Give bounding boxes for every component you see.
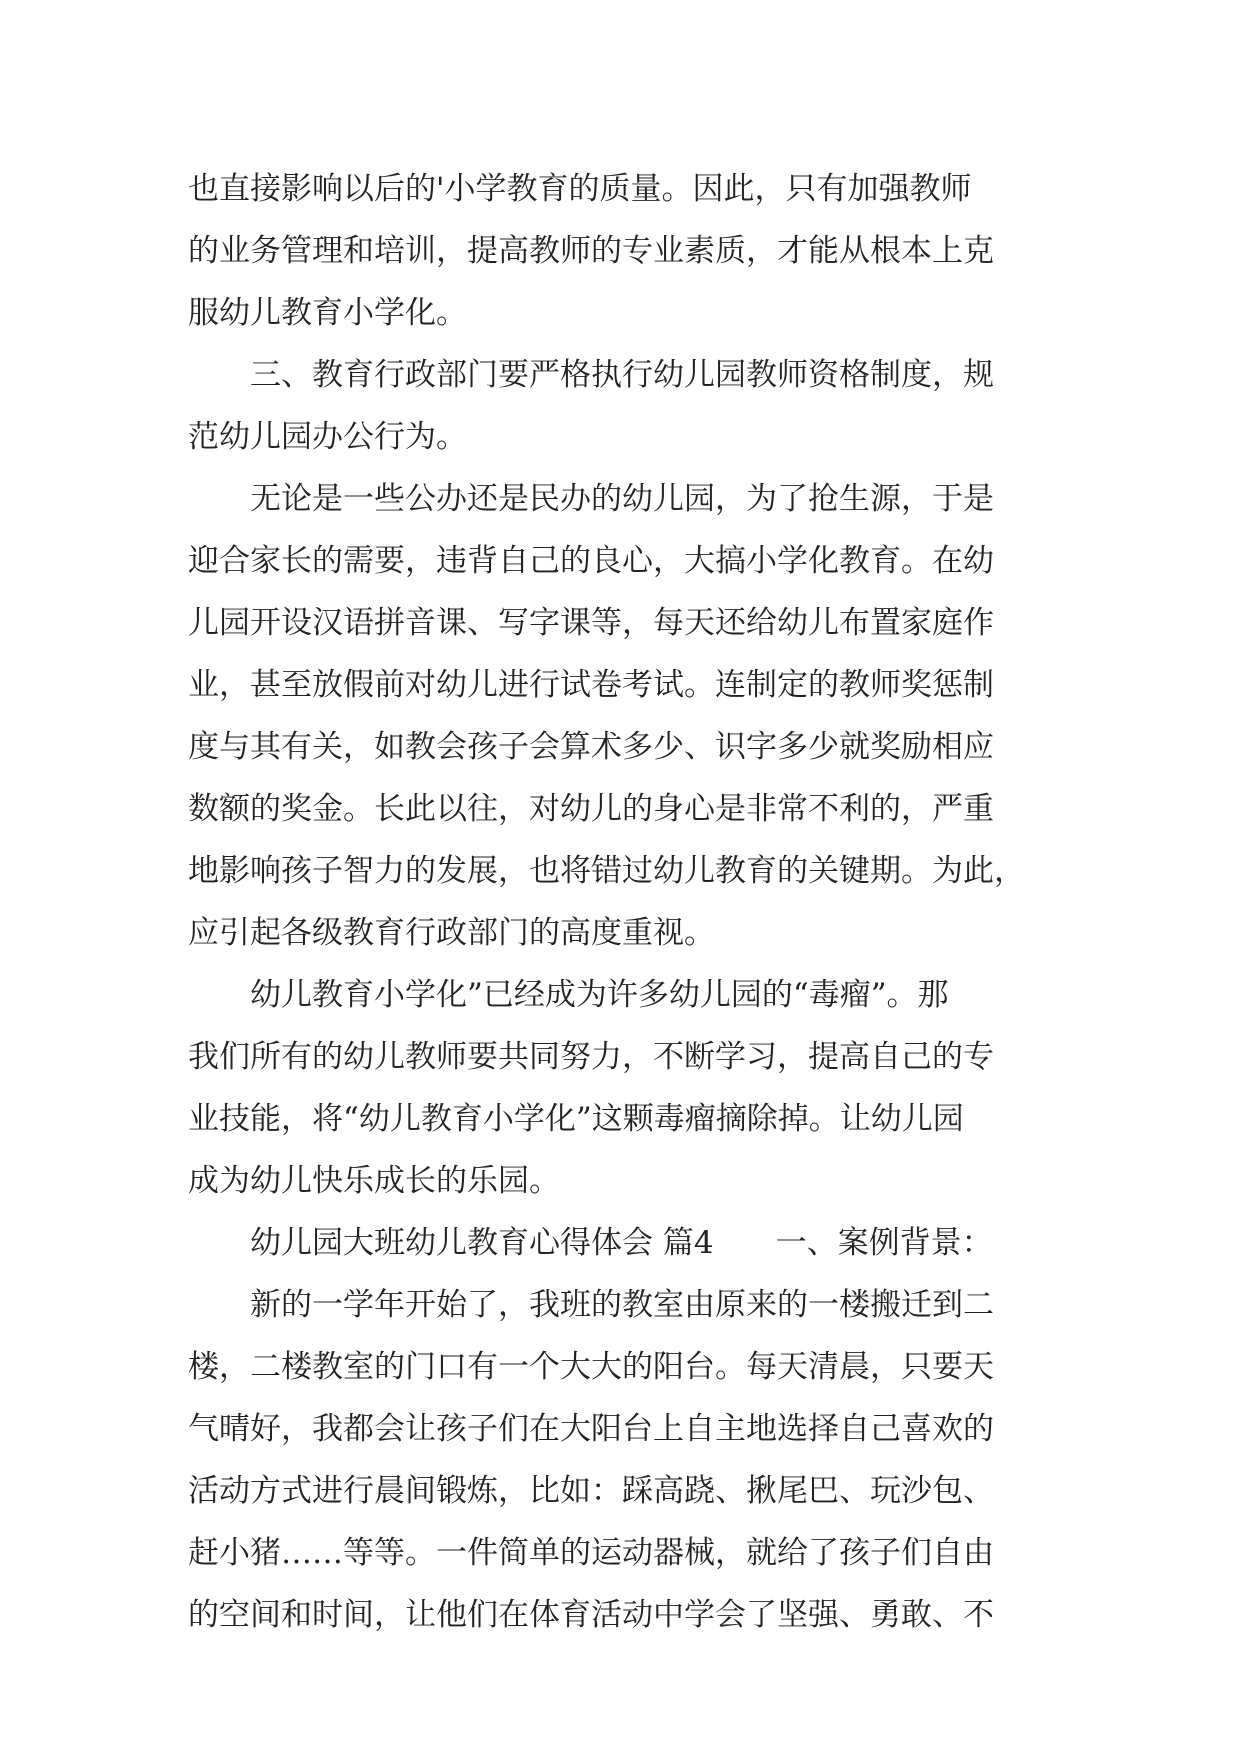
text-line: 服幼儿教育小学化。 (188, 295, 467, 331)
text-line: 新的一学年开始了，我班的教室由原来的一楼搬迁到二 (250, 1287, 994, 1323)
text-line: 迎合家长的需要，违背自己的良心，大搞小学化教育。在幼 (188, 543, 994, 579)
document-body (188, 158, 1058, 1646)
text-line: 业，甚至放假前对幼儿进行试卷考试。连制定的教师奖惩制 (188, 667, 994, 703)
text-line: 无论是一些公办还是民办的幼儿园，为了抢生源，于是 (250, 481, 994, 517)
text-line: 幼儿园大班幼儿教育心得体会 篇4 一、案例背景： (250, 1225, 993, 1261)
text-line: 也直接影响以后的'小学教育的质量。因此，只有加强教师 (188, 171, 972, 207)
text-line: 应引起各级教育行政部门的高度重视。 (188, 915, 715, 951)
text-line: 三、教育行政部门要严格执行幼儿园教师资格制度，规 (250, 357, 994, 393)
text-line: 赶小猪……等等。一件简单的运动器械，就给了孩子们自由 (188, 1535, 994, 1571)
text-line: 活动方式进行晨间锻炼，比如：踩高跷、揪尾巴、玩沙包、 (188, 1473, 994, 1509)
text-line: 范幼儿园办公行为。 (188, 419, 467, 455)
text-line: 儿园开设汉语拼音课、写字课等，每天还给幼儿布置家庭作 (188, 605, 994, 641)
text-line: 幼儿教育小学化”已经成为许多幼儿园的“毒瘤”。那 (250, 977, 949, 1013)
text-line: 我们所有的幼儿教师要共同努力，不断学习，提高自己的专 (188, 1039, 994, 1075)
text-line: 的业务管理和培训，提高教师的专业素质，才能从根本上克 (188, 233, 994, 269)
text-line: 气晴好，我都会让孩子们在大阳台上自主地选择自己喜欢的 (188, 1411, 994, 1447)
text-line: 度与其有关，如教会孩子会算术多少、识字多少就奖励相应 (188, 729, 994, 765)
text-line: 地影响孩子智力的发展，也将错过幼儿教育的关键期。为此， (188, 853, 1025, 889)
text-line: 成为幼儿快乐成长的乐园。 (188, 1163, 560, 1199)
text-line: 的空间和时间，让他们在体育活动中学会了坚强、勇敢、不 (188, 1597, 994, 1633)
text-line: 楼，二楼教室的门口有一个大大的阳台。每天清晨，只要天 (188, 1349, 994, 1385)
text-line: 数额的奖金。长此以往，对幼儿的身心是非常不利的，严重 (188, 791, 994, 827)
text-line: 业技能，将“幼儿教育小学化”这颗毒瘤摘除掉。让幼儿园 (188, 1101, 964, 1137)
